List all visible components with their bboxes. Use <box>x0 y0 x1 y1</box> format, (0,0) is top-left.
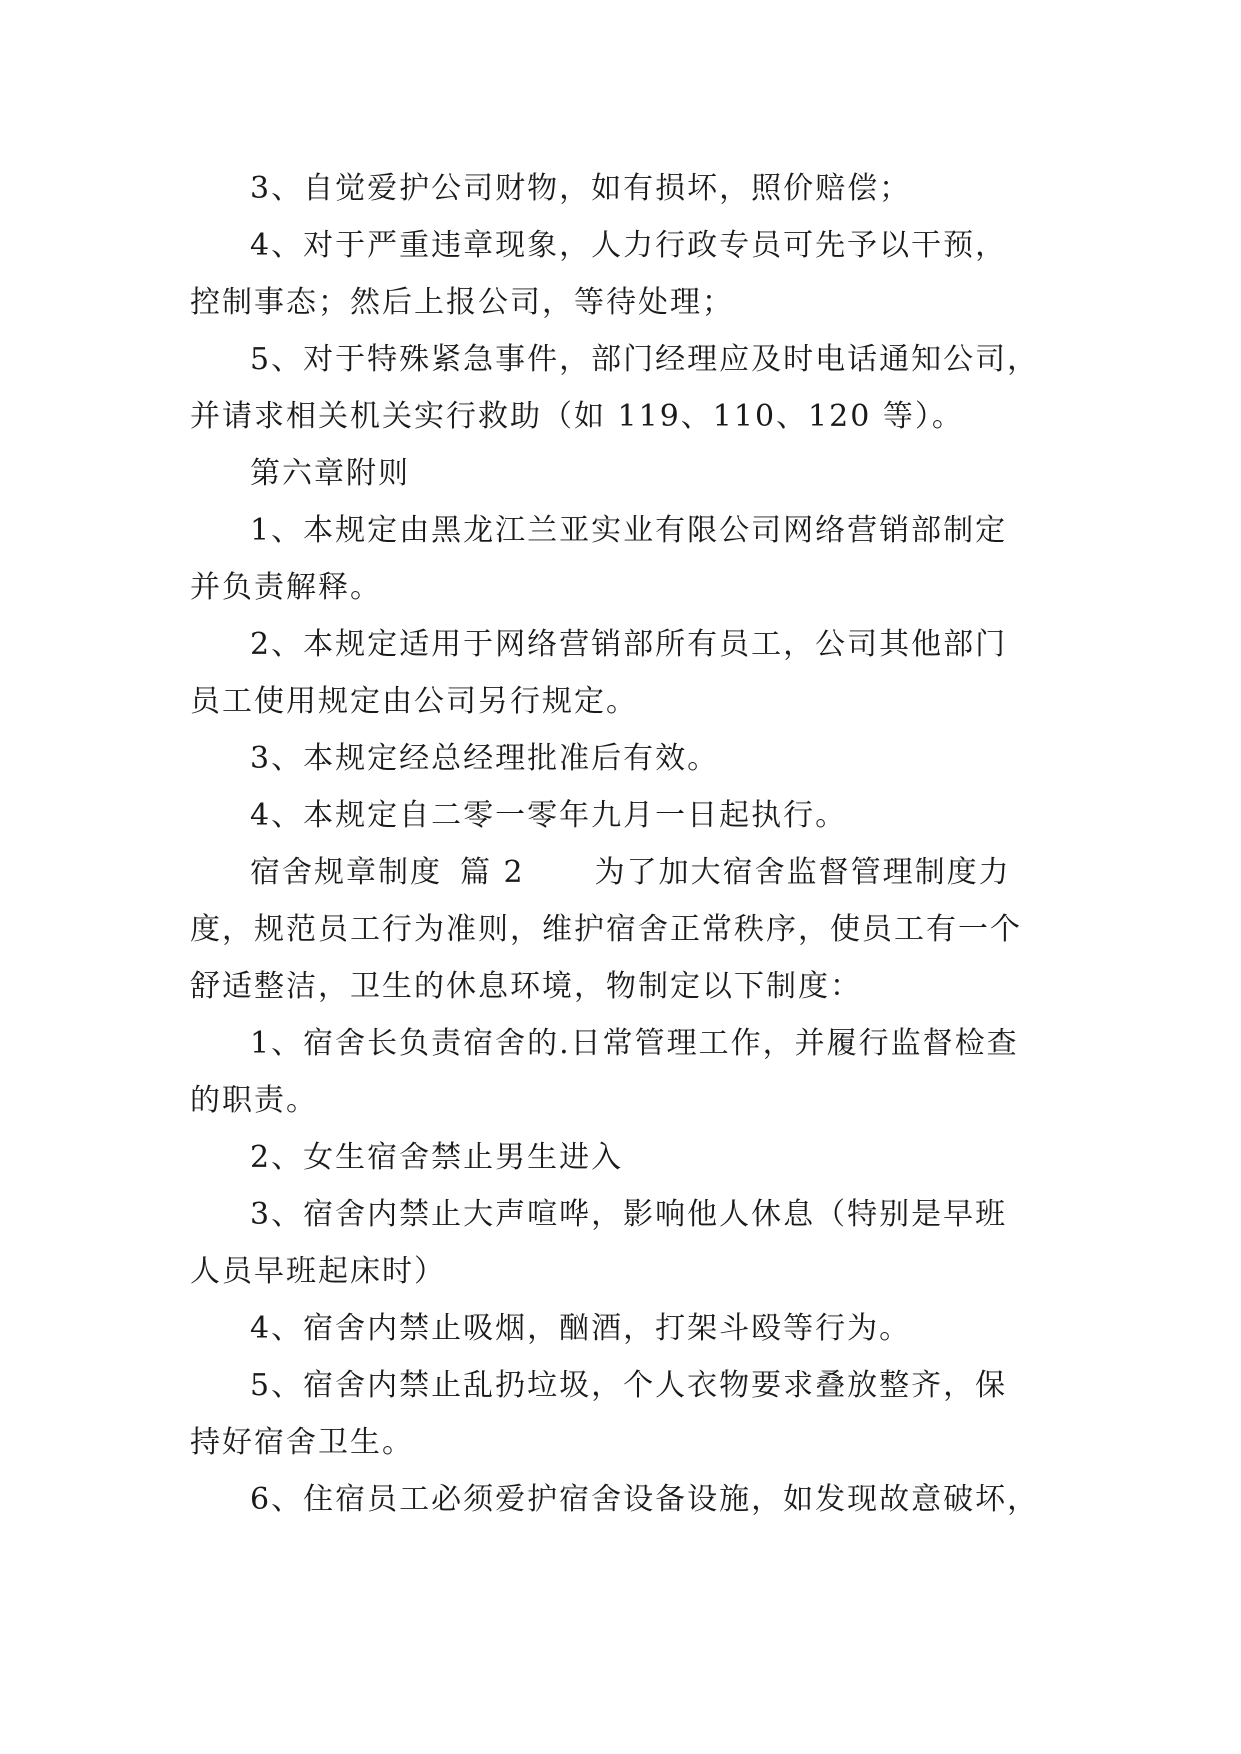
text-line: 3、自觉爱护公司财物，如有损坏，照价赔偿； <box>250 171 912 206</box>
text-line: 4、宿舍内禁止吸烟，酗酒，打架斗殴等行为。 <box>250 1311 912 1346</box>
section-intro: 为了加大宿舍监督管理制度力 <box>594 855 1011 890</box>
text-line: 4、本规定自二零一零年九月一日起执行。 <box>250 798 848 833</box>
text-line: 控制事态；然后上报公司，等待处理； <box>190 285 734 320</box>
text-line: 并请求相关机关实行救助（如 119、110、120 等）。 <box>190 399 964 434</box>
document-body <box>190 160 1050 1528</box>
text-line: 2、本规定适用于网络营销部所有员工，公司其他部门 <box>250 627 1008 662</box>
chapter-heading: 第六章附则 <box>250 456 410 491</box>
text-line: 4、对于严重违章现象，人力行政专员可先予以干预， <box>250 228 1008 263</box>
text-line: 5、宿舍内禁止乱扔垃圾，个人衣物要求叠放整齐，保 <box>250 1368 1008 1403</box>
text-line: 3、本规定经总经理批准后有效。 <box>250 741 720 776</box>
section-heading-line <box>190 844 1050 901</box>
text-line: 的职责。 <box>190 1083 318 1118</box>
text-line: 5、对于特殊紧急事件，部门经理应及时电话通知公司， <box>250 342 1040 377</box>
text-line: 人员早班起床时） <box>190 1254 446 1289</box>
section-title: 宿舍规章制度 <box>250 855 442 890</box>
text-line: 6、住宿员工必须爱护宿舍设备设施，如发现故意破坏， <box>250 1482 1040 1517</box>
text-line: 2、女生宿舍禁止男生进入 <box>250 1140 624 1175</box>
text-line: 并负责解释。 <box>190 570 382 605</box>
text-line: 度，规范员工行为准则，维护宿舍正常秩序，使员工有一个 <box>190 912 1022 947</box>
text-line: 员工使用规定由公司另行规定。 <box>190 684 638 719</box>
text-line: 1、本规定由黑龙江兰亚实业有限公司网络营销部制定 <box>250 513 1008 548</box>
text-line: 持好宿舍卫生。 <box>190 1425 414 1460</box>
text-line: 1、宿舍长负责宿舍的.日常管理工作，并履行监督检查 <box>250 1026 1019 1061</box>
text-line: 舒适整洁，卫生的休息环境，物制定以下制度： <box>190 969 862 1004</box>
section-part: 篇 2 <box>460 855 525 890</box>
text-line: 3、宿舍内禁止大声喧哗，影响他人休息（特别是早班 <box>250 1197 1008 1232</box>
